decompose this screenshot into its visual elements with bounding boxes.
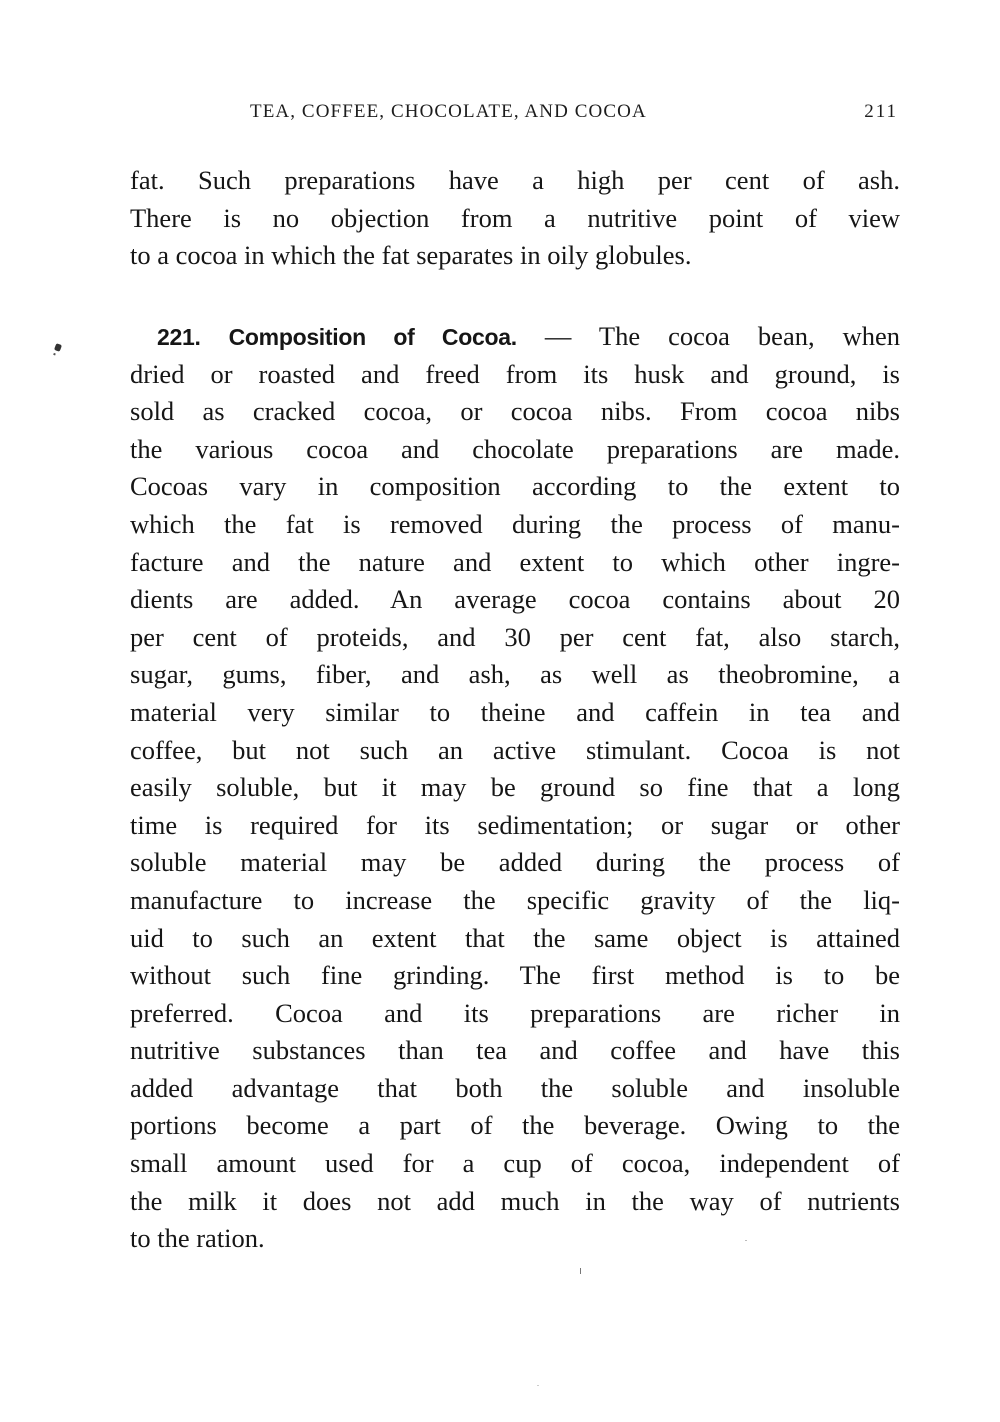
scan-speck bbox=[745, 1240, 747, 1241]
page-number: 211 bbox=[864, 101, 898, 122]
scan-speck bbox=[580, 1268, 581, 1274]
text-line: There is no objection from a nutritive point of view bbox=[130, 202, 900, 233]
text-line: soluble material may be added during the process of bbox=[130, 847, 900, 878]
text-line: portions become a part of the beverage. Owing to the bbox=[130, 1110, 900, 1141]
text-line: small amount used for a cup of cocoa, independent of bbox=[130, 1148, 900, 1179]
text-line: without such fine grinding. The first method is to be bbox=[130, 960, 900, 991]
running-head bbox=[250, 101, 900, 131]
text-line: which the fat is removed during the process of manu- bbox=[130, 508, 900, 539]
text-line: fat. Such preparations have a high per cent of ash. bbox=[130, 165, 900, 195]
text-line: the various cocoa and chocolate preparations are made. bbox=[130, 433, 900, 464]
text-line: coffee, but not such an active stimulant. Cocoa is not bbox=[130, 734, 900, 765]
text-line: manufacture to increase the specific gravity of the liq- bbox=[130, 884, 900, 915]
text-line: easily soluble, but it may be ground so fine that a long bbox=[130, 772, 900, 803]
section-number: 221. bbox=[157, 324, 201, 350]
margin-ink-mark bbox=[54, 343, 62, 352]
text-line: sold as cracked cocoa, or cocoa nibs. From cocoa nibs bbox=[130, 396, 900, 427]
text-line: to the ration. bbox=[130, 1223, 265, 1254]
text-line: Cocoas vary in composition according to the extent to bbox=[130, 471, 900, 502]
text-line: the milk it does not add much in the way of nutrients bbox=[130, 1185, 900, 1216]
text-line: preferred. Cocoa and its preparations are richer in bbox=[130, 997, 900, 1028]
section-221-paragraph bbox=[130, 318, 900, 1258]
text-line: facture and the nature and extent to which other ingre- bbox=[130, 546, 900, 577]
text-line: to a cocoa in which the fat separates in oily globules. bbox=[130, 240, 692, 271]
scan-speck bbox=[537, 1385, 539, 1386]
text-line: dried or roasted and freed from its husk and ground, is bbox=[130, 358, 900, 389]
section-title: Composition of Cocoa. bbox=[228, 324, 517, 350]
text-line: nutritive substances than tea and coffee and have this bbox=[130, 1035, 900, 1066]
text-line: time is required for its sedimentation; or sugar or other bbox=[130, 809, 900, 840]
section-lead-text: — The cocoa bean, when bbox=[544, 321, 901, 351]
text-line: added advantage that both the soluble and insoluble bbox=[130, 1072, 900, 1103]
text-line: sugar, gums, fiber, and ash, as well as theobromine, a bbox=[130, 659, 900, 690]
text-line: material very similar to theine and caffein in tea and bbox=[130, 696, 900, 727]
paragraph-continuation bbox=[130, 162, 900, 275]
section-heading-line bbox=[130, 318, 900, 356]
running-head-title: TEA, COFFEE, CHOCOLATE, AND COCOA bbox=[250, 101, 647, 122]
text-line: per cent of proteids, and 30 per cent fat, also starch, bbox=[130, 621, 900, 652]
text-line: dients are added. An average cocoa contains about 20 bbox=[130, 584, 900, 615]
text-line: uid to such an extent that the same object is attained bbox=[130, 922, 900, 953]
